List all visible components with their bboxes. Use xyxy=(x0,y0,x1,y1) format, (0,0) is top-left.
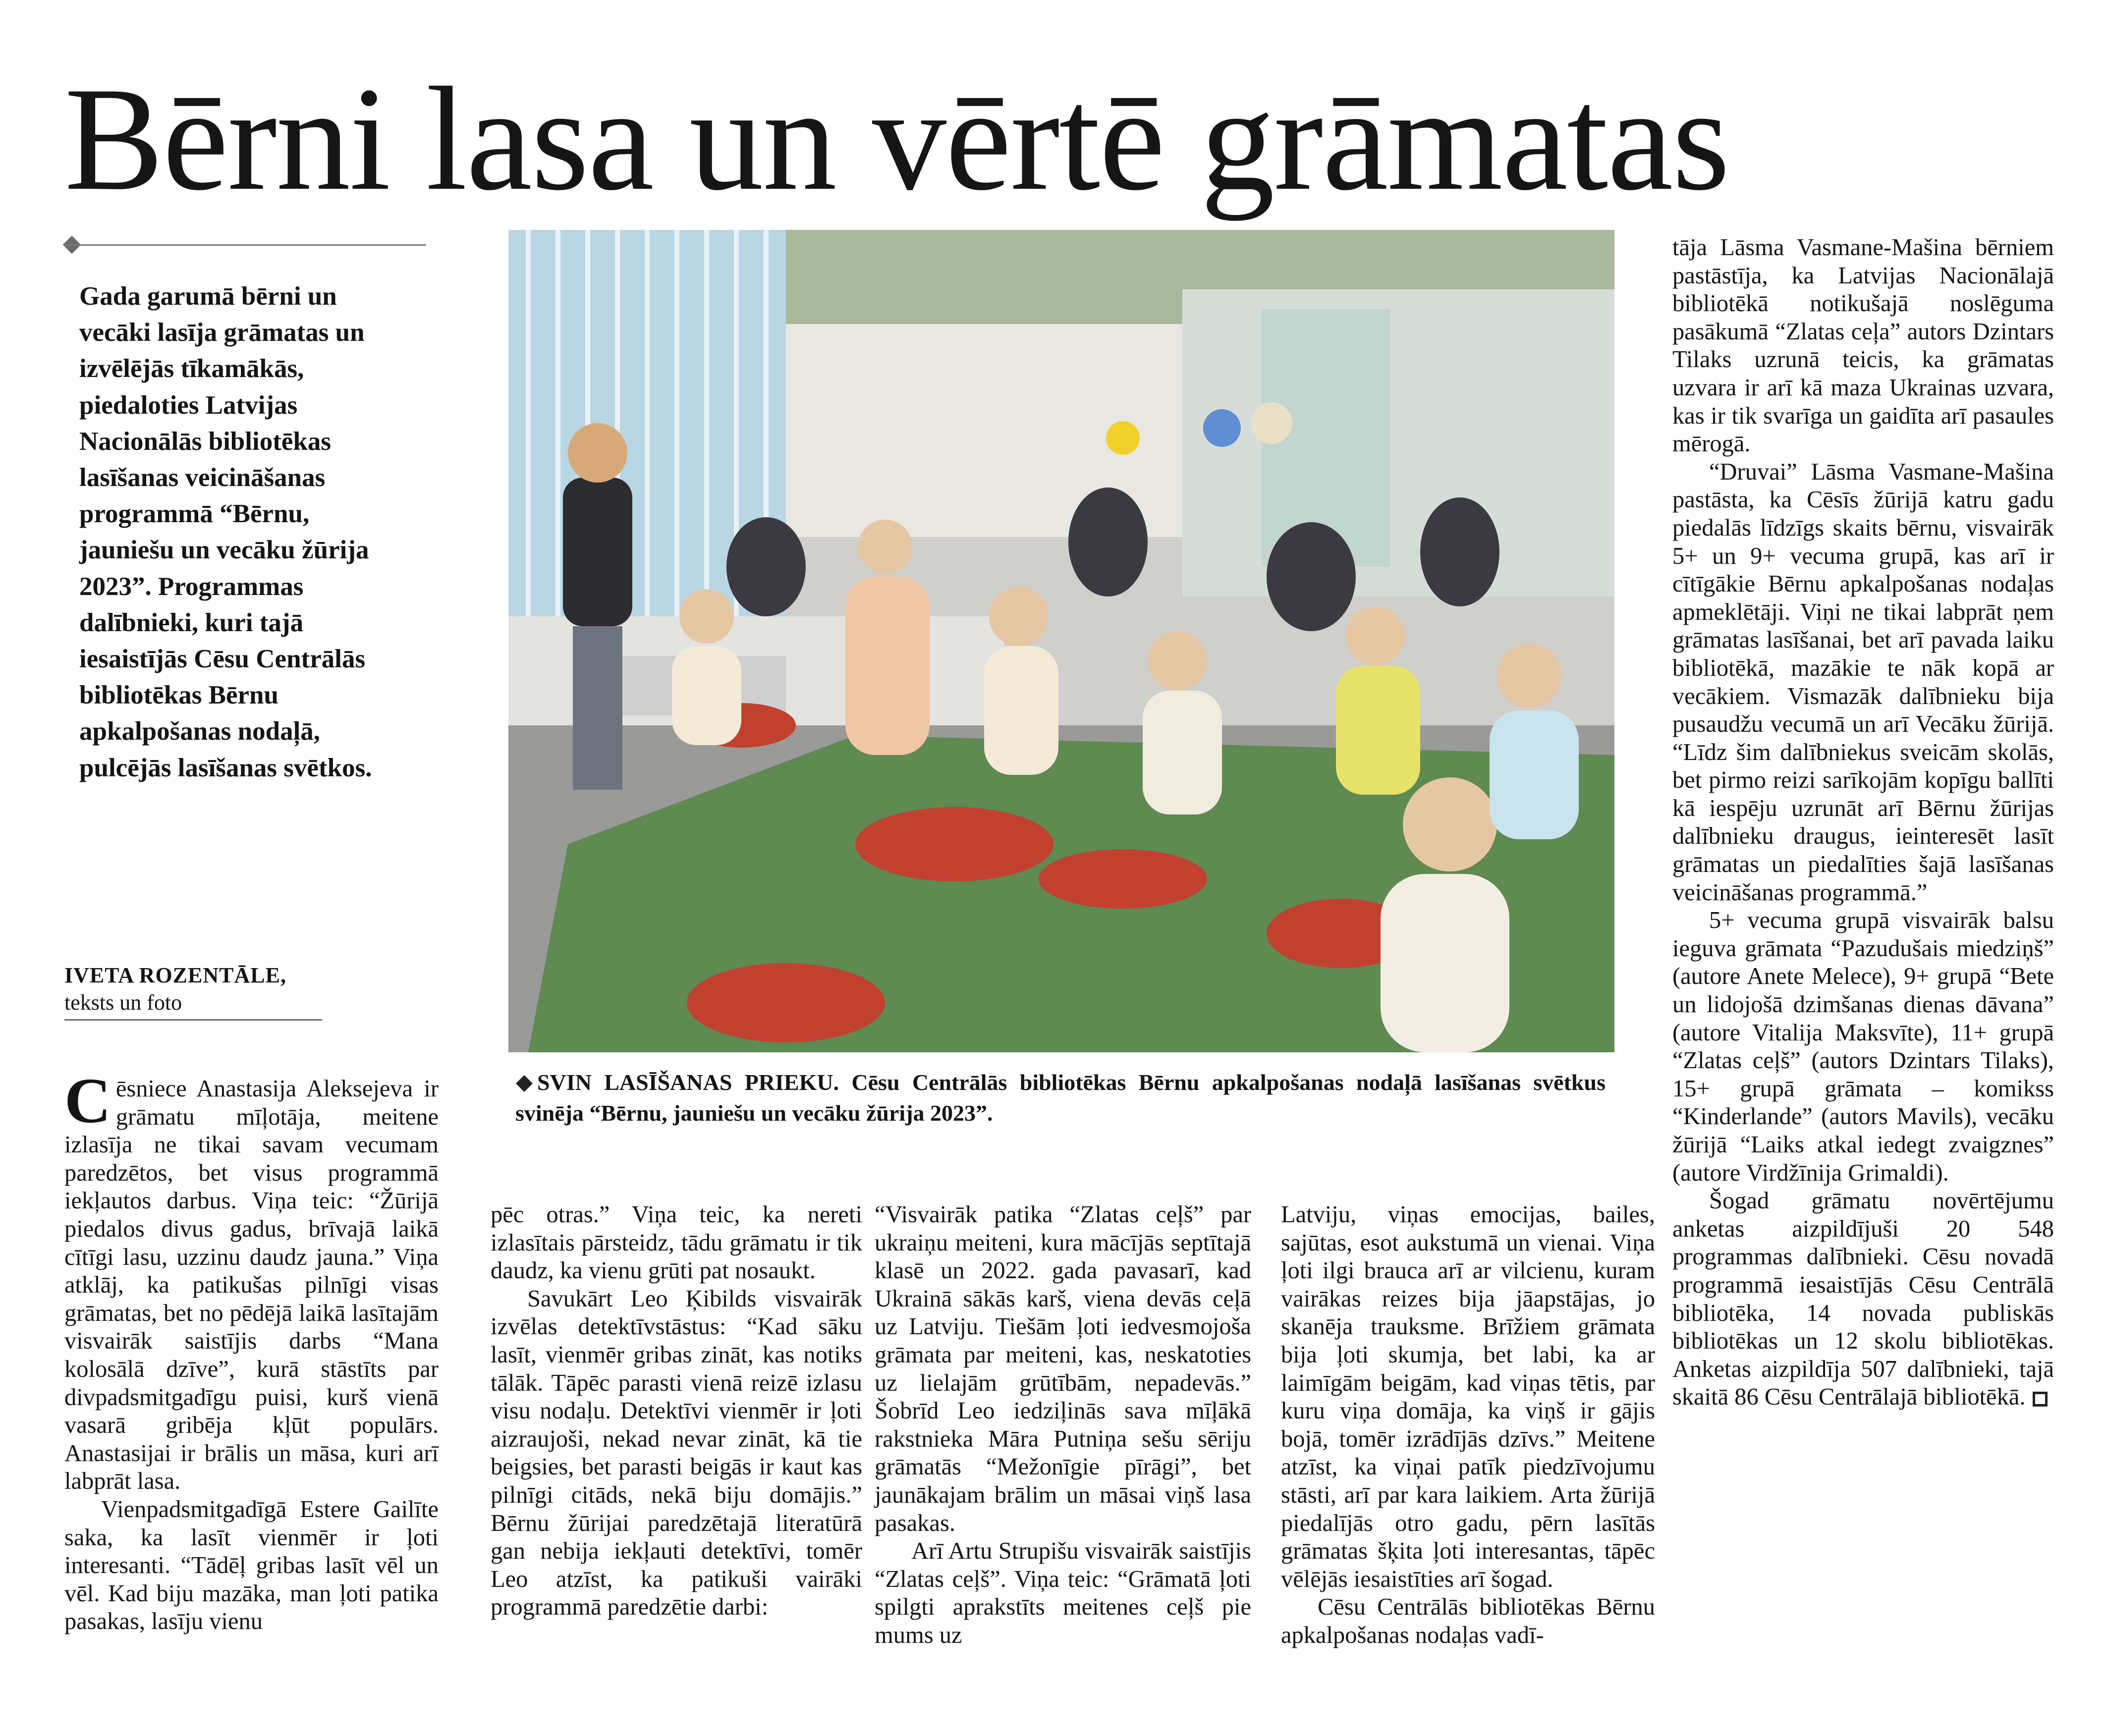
paragraph: 5+ vecuma grupā visvairāk balsu ieguva grāmata “Pazudušais miedziņš” (autore Anete Melece), 9+ grupā “Bete un lidojošā dzimšanas dienas dāvana” (autore Vitalija Maksvīte), 11+ grupā “Zlatas ceļš” (autors Dzintars Tilaks), 15+ grupā grāmata – komikss “Kinderlande” (autors Mavils), vecāku žūrijā “Laiks atkal iedegt zvaigznes” (autore Virdžīnija Grimaldi). xyxy=(1672,907,2054,1186)
paragraph: “Visvairāk patika “Zlatas ceļš” par ukraiņu meiteni, kura mācījās septītajā klasē un 2022. gada pavasarī, kad Ukrainā sākās karš, viena devās ceļā uz Latviju. Tiešām ļoti iedvesmojoša grāmata par meiteni, kas, neskatoties uz lielajām grūtībām, nepadevās.” Šobrīd Leo iedziļinās sava mīļākā rakstnieka Māra Putniņa sešu sēriju grāmatās “Mežonīgie pīrāgi”, bet jaunākajam brālim un māsai viņš lasa pasakas. xyxy=(875,1201,1251,1536)
paragraph: “Druvai” Lāsma Vasmane-Mašina pastāsta, ka Cēsīs žūrijā katru gadu piedalās līdzīgs skaits bērnu, visvairāk 5+ un 9+ vecuma grupā, kas arī ir cītīgākie Bērnu apkalpošanas nodaļas apmeklētāji. Viņi ne tikai labprāt ņem grāmatas lasīšanai, bet arī pavada laiku bibliotēkā, mazākie te nāk kopā ar vecākiem. Vismazāk dalībnieku bija pusaudžu vecumā un arī Vecāku žūrijā. “Līdz šim dalībniekus sveicām skolās, bet pirmo reizi sarīkojām kopīgu ballīti kā iespēju uzrunāt arī Bērnu žūrijas dalībnieku draugus, ieinteresēt lasīt grāmatas un piedalīties šajā lasīšanas veicināšanas programmā.” xyxy=(1672,458,2054,906)
paragraph: Savukārt Leo Ķibilds visvairāk izvēlas detektīvstāstus: “Kad sāku lasīt, vienmēr gribas zināt, kas notiks tālāk. Tāpēc parasti vienā reizē izlasu visu nodaļu. Detektīvi vienmēr ir ļoti aizraujoši, nekad nevar zināt, kā tie beigsies, bet parasti beigās ir kaut kas pilnīgi citāds, nekā biju domājis.” Bērnu žūrijai paredzētajā literatūrā gan nebija iekļauti detektīvi, tomēr Leo atzīst, ka patikuši vairāki programmā paredzētie darbi: xyxy=(491,1285,862,1621)
article-column-1 xyxy=(64,1065,439,1636)
reading-party-photo-illustration xyxy=(508,230,1614,1052)
paragraph: tāja Lāsma Vasmane-Mašina bērniem pastāstīja, ka Latvijas Nacionālajā bibliotēkā notikušajā noslēguma pasākumā “Zlatas ceļa” autors Dzintars Tilaks uzrunā teicis, ka grāmatas uzvara ir arī kā maza Ukrainas uzvara, kas ir tik svarīga un gaidīta arī pasaules mērogā. xyxy=(1672,234,2054,457)
article-photo xyxy=(508,230,1614,1052)
paragraph xyxy=(1672,1187,2054,1411)
caption-text: Cēsu Centrālās bibliotēkas Bērnu apkalpošanas nodaļā lasīšanas svētkus svinēja “Bērnu, jauniešu un vecāku žūrija 2023”. xyxy=(515,1070,1606,1126)
paragraph: Arī Artu Strupišu visvairāk saistījis “Zlatas ceļš”. Viņa teic: “Grāmatā ļoti spilgti aprakstīts meitenes ceļš pie mums uz xyxy=(875,1538,1251,1648)
byline-author-name: IVETA ROZENTĀLE xyxy=(64,963,280,987)
drop-cap: C xyxy=(64,1065,111,1137)
headline: Bērni lasa un vērtē grāmatas xyxy=(64,56,1729,221)
article-column-3 xyxy=(875,1201,1251,1650)
paragraph: Latviju, viņas emocijas, bailes, sajūtas, esot aukstumā un vienai. Viņa ļoti ilgi brauca arī ar vilcienu, kuram vairākas reizes bija jāapstājas, jo skanēja trauksme. Brīžiem grāmata bija ļoti skumja, bet labi, ka ar laimīgām beigām, kad viņas tētis, par kuru viņa domāja, ka viņš ir gājis bojā, tomēr izrādījās dzīvs.” Meitene atzīst, ka viņai patīk piedzīvojumu stāsti, arī par kara laikiem. Arta žūrijā piedalījās otro gadu, pērn lasītās grāmatas šķita ļoti interesantas, tāpēc vēlējās iesaistīties arī šogad. xyxy=(1281,1201,1655,1592)
paragraph-text: Šogad grāmatu novērtējumu anketas aizpildījuši 20 548 programmas dalībnieki. Cēsu novadā programmā iesaistījās Cēsu Centrālā bibliotēka, 14 novada publiskās bibliotēkas un 12 skolu bibliotēkas. Anketas aizpildīja 507 dalībnieki, tajā skaitā 86 Cēsu Centrālajā bibliotēkā. xyxy=(1672,1188,2054,1410)
lead-paragraph: Gada garumā bērni un vecāki lasīja grāmatas un izvēlējās tīkamākās, piedaloties Latvijas Nacionālās bibliotēkas lasīšanas veicināšanas programmā “Bērnu, jauniešu un vecāku žūrija 2023”. Programmas dalībnieki, kuri tajā iesaistījās Cēsu Centrālās bibliotēkas Bērnu apkalpošanas nodaļā, pulcējās lasīšanas svētkos. xyxy=(79,282,372,782)
paragraph xyxy=(64,1065,439,1496)
paragraph-text: ēsniece Anastasija Alekseјeva ir grāmatu mīļotāja, meitene izlasīja ne tikai savam vecumam paredzētos, bet visus programmā iekļautos darbus. Viņa teic: “Žūrijā piedalos divus gadus, brīvajā laikā cītīgi lasu, uzzinu daudz jauna.” Viņa atklāj, ka patikušas pilnīgi visas grāmatas, bet no pēdējā laikā lasītajām visvairāk saistījis darbs “Mana kolosālā dzīve”, kurā stāstīts par divpadsmitgadīgu puisi, kurš vienā vasarā gribēja kļūt populārs. Anastasijai ir brālis un māsa, kuri arī labprāt lasa. xyxy=(64,1076,439,1495)
article-column-4 xyxy=(1281,1201,1655,1650)
article-column-5 xyxy=(1672,234,2054,1411)
photo-caption xyxy=(515,1067,1606,1129)
byline-rule xyxy=(64,1019,322,1021)
paragraph: pēc otras.” Viņa teic, ka nereti izlasītais pārsteidz, tādu grāmatu ir tik daudz, ka vienu grūti pat nosaukt. xyxy=(491,1201,862,1284)
caption-label: SVIN LASĪŠANAS PRIEKU. xyxy=(537,1070,839,1095)
byline-author: IVETA ROZENTĀLE, xyxy=(64,963,286,987)
paragraph: Vienpadsmitgadīgā Estere Gailīte saka, ka lasīt vienmēr ir ļoti interesanti. “Tādēļ gribas lasīt vēl un vēl. Kad biju mazāka, man ļoti patika pasakas, lasīju vienu xyxy=(64,1496,439,1635)
lead-top-rule xyxy=(64,244,426,246)
article-column-2 xyxy=(491,1201,862,1622)
caption-diamond-icon xyxy=(516,1075,533,1092)
byline-role: teksts un foto xyxy=(64,990,182,1015)
paragraph: Cēsu Centrālās bibliotēkas Bērnu apkalpošanas nodaļas vadī- xyxy=(1281,1594,1655,1648)
end-of-article-icon xyxy=(2033,1392,2048,1407)
